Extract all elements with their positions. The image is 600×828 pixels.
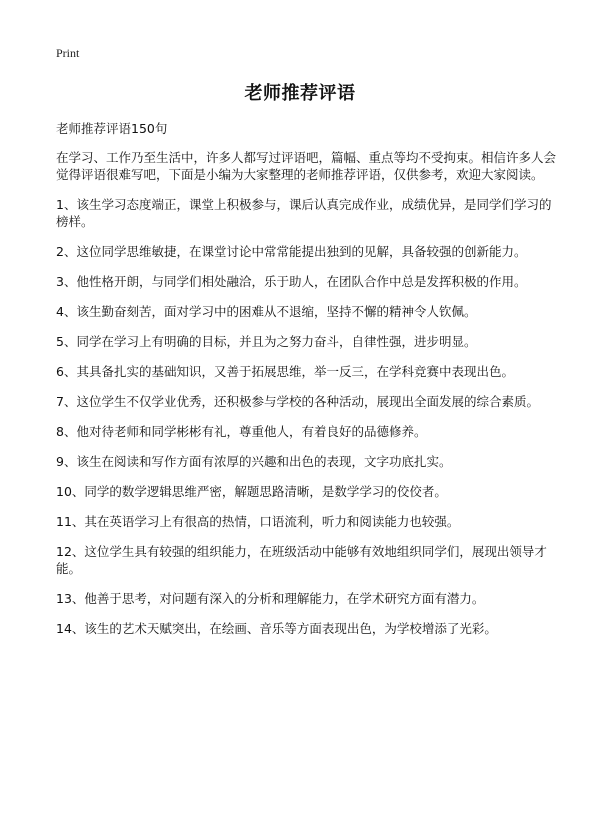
comment-item: 5、同学在学习上有明确的目标，并且为之努力奋斗，自律性强，进步明显。: [56, 334, 477, 349]
comment-item: 6、其具备扎实的基础知识，又善于拓展思维，举一反三，在学科竞赛中表现出色。: [56, 364, 514, 379]
comment-item: 1、该生学习态度端正，课堂上积极参与，课后认真完成作业，成绩优异，是同学们学习的榜样。: [56, 197, 552, 229]
page-title: 老师推荐评语: [244, 83, 356, 104]
comment-item: 9、该生在阅读和写作方面有浓厚的兴趣和出色的表现，文字功底扎实。: [56, 454, 452, 469]
comment-item: 4、该生勤奋刻苦，面对学习中的困难从不退缩，坚持不懈的精神令人钦佩。: [56, 304, 477, 319]
comment-item: 14、该生的艺术天赋突出，在绘画、音乐等方面表现出色，为学校增添了光彩。: [56, 621, 497, 636]
comment-item: 2、这位同学思维敏捷，在课堂讨论中常常能提出独到的见解，具备较强的创新能力。: [56, 244, 527, 259]
comment-item: 3、他性格开朗，与同学们相处融洽，乐于助人，在团队合作中总是发挥积极的作用。: [56, 274, 527, 289]
comment-item: 11、其在英语学习上有很高的热情，口语流利，听力和阅读能力也较强。: [56, 514, 460, 529]
intro-paragraph: 在学习、工作乃至生活中，许多人都写过评语吧，篇幅、重点等均不受拘束。相信许多人会觉得评语很难写吧，下面是小编为大家整理的老师推荐评语，仅供参考，欢迎大家阅读。: [56, 150, 557, 182]
document-subtitle: 老师推荐评语150句: [56, 121, 168, 136]
print-label: Print: [56, 46, 80, 60]
comment-item: 7、这位学生不仅学业优秀，还积极参与学校的各种活动，展现出全面发展的综合素质。: [56, 394, 539, 409]
comment-item: 8、他对待老师和同学彬彬有礼，尊重他人，有着良好的品德修养。: [56, 424, 427, 439]
document-body: [56, 149, 556, 650]
comment-item: 13、他善于思考，对问题有深入的分析和理解能力，在学术研究方面有潜力。: [56, 591, 485, 606]
comment-item: 10、同学的数学逻辑思维严密，解题思路清晰，是数学学习的佼佼者。: [56, 484, 447, 499]
comment-item: 12、这位学生具有较强的组织能力，在班级活动中能够有效地组织同学们，展现出领导才能。: [56, 544, 547, 576]
